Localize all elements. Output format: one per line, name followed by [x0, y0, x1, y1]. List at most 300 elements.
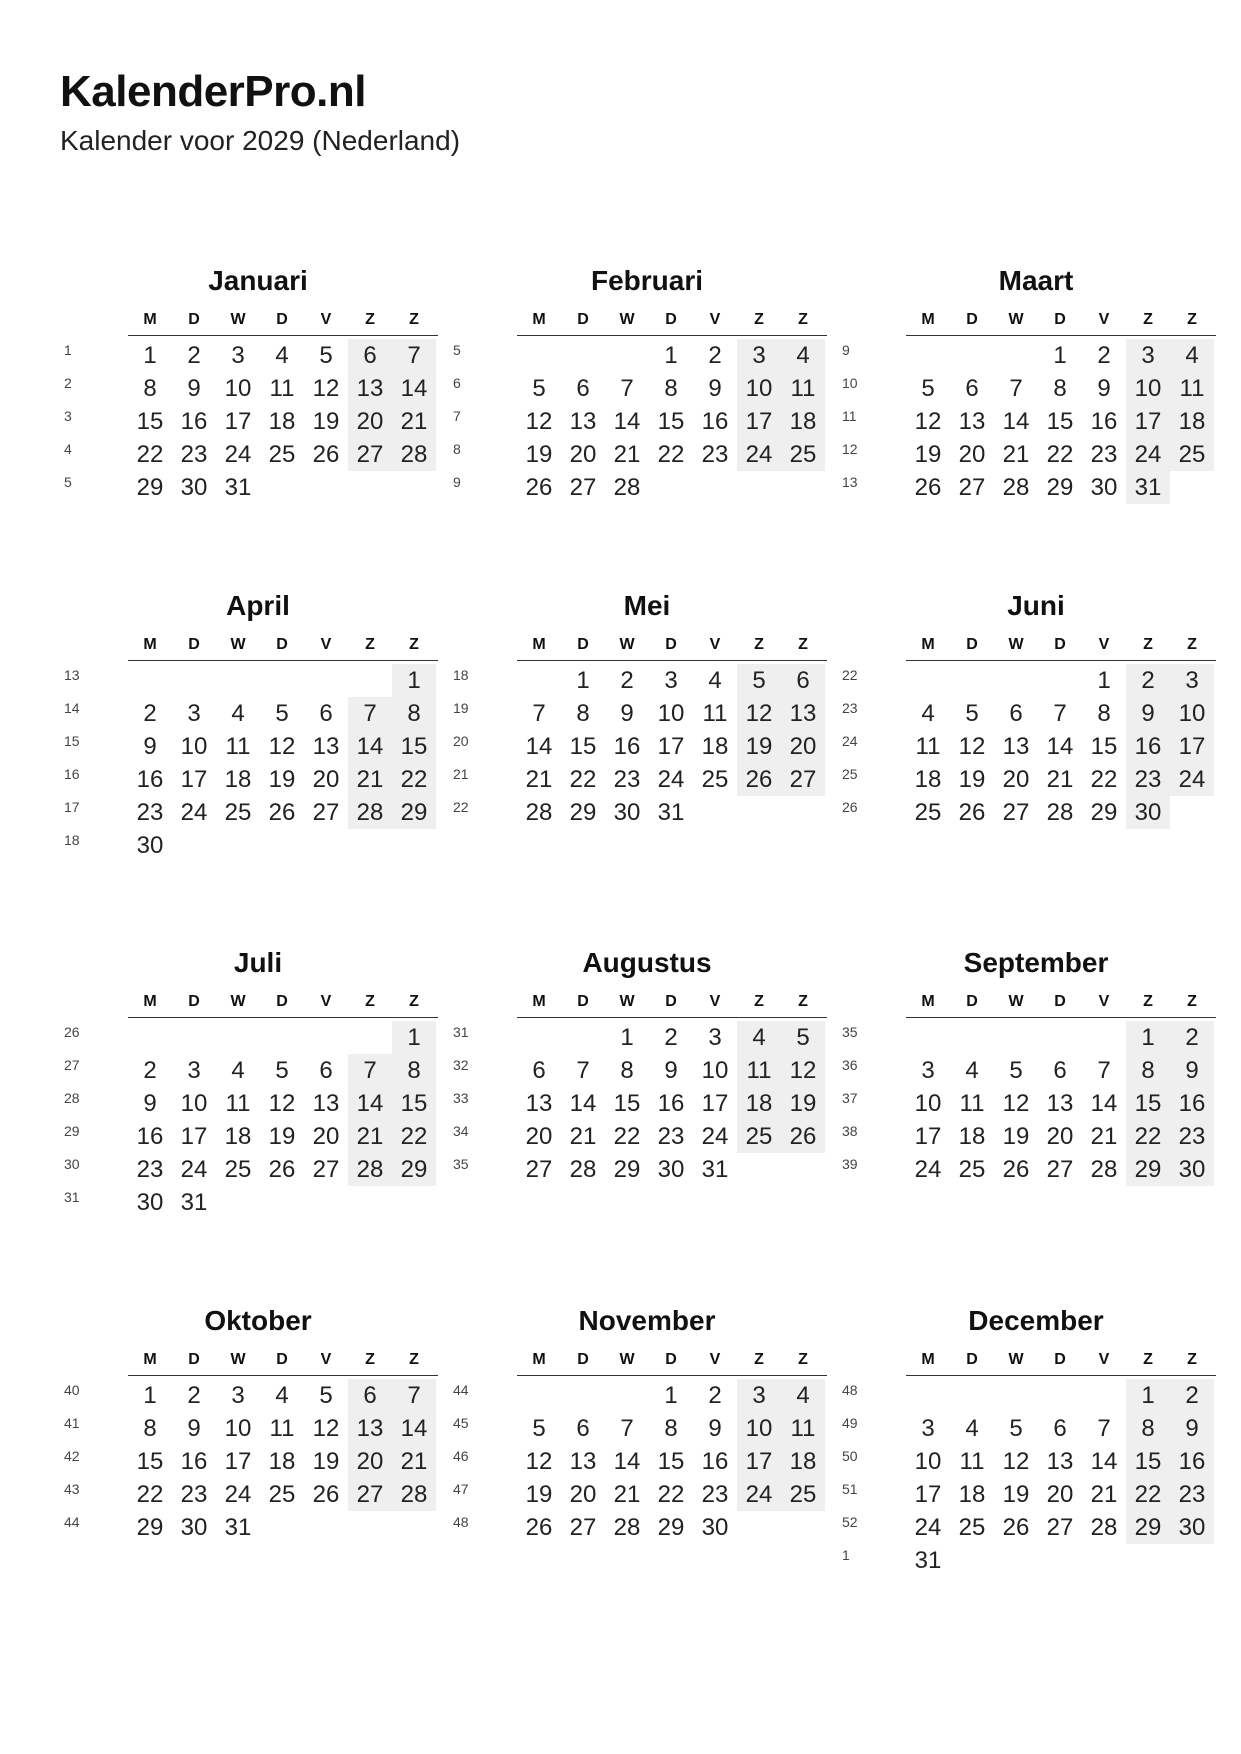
weekday-header: M — [143, 993, 157, 1010]
day-cell: 14 — [613, 408, 641, 435]
day-cell: 11 — [959, 1448, 985, 1475]
day-cell: 27 — [525, 1156, 553, 1183]
day-cell: 22 — [569, 766, 597, 793]
day-cell: 22 — [613, 1123, 641, 1150]
day-cell: 30 — [701, 1514, 729, 1541]
day-cell: 10 — [224, 1415, 252, 1442]
day-cell: 26 — [1002, 1156, 1030, 1183]
header-divider — [128, 1375, 438, 1376]
day-cell: 29 — [657, 1514, 685, 1541]
weekday-header: Z — [1143, 993, 1153, 1010]
day-cell: 18 — [224, 766, 252, 793]
day-cell: 25 — [224, 1156, 252, 1183]
day-cell: 5 — [275, 1057, 289, 1084]
day-cell: 27 — [312, 1156, 340, 1183]
day-cell: 6 — [576, 1415, 590, 1442]
weekend-day-cell: 15 — [392, 1087, 436, 1120]
weekend-day-cell: 20 — [781, 730, 825, 763]
day-cell: 4 — [231, 700, 245, 727]
weekday-header: W — [230, 636, 246, 653]
day-cell: 23 — [701, 1481, 729, 1508]
day-cell: 27 — [1046, 1156, 1074, 1183]
day-cell: 16 — [136, 766, 164, 793]
day-cell: 9 — [664, 1057, 678, 1084]
day-cell: 24 — [224, 1481, 252, 1508]
month-februari — [449, 265, 817, 567]
day-cell: 13 — [1046, 1090, 1074, 1117]
day-cell: 22 — [657, 1481, 685, 1508]
week-number: 21 — [453, 766, 469, 782]
weekend-day-cell: 11 — [781, 1412, 825, 1445]
week-number: 27 — [64, 1057, 80, 1073]
week-number: 6 — [453, 375, 461, 391]
weekend-day-cell: 11 — [781, 372, 825, 405]
weekday-header: W — [1008, 636, 1024, 653]
day-cell: 12 — [525, 408, 553, 435]
day-cell: 27 — [312, 799, 340, 826]
weekday-header: Z — [1187, 993, 1197, 1010]
day-cell: 12 — [312, 1415, 340, 1442]
day-cell: 27 — [958, 474, 986, 501]
weekday-header: M — [532, 1351, 546, 1368]
weekday-header: V — [1098, 636, 1110, 653]
day-cell: 26 — [268, 1156, 296, 1183]
weekend-day-cell: 24 — [737, 1478, 781, 1511]
weekday-header: M — [921, 1351, 935, 1368]
day-cell: 26 — [525, 1514, 553, 1541]
weekday-header: Z — [754, 311, 764, 328]
weekend-day-cell: 3 — [1126, 339, 1170, 372]
day-cell: 16 — [136, 1123, 164, 1150]
month-mei — [449, 590, 817, 892]
day-cell: 16 — [657, 1090, 685, 1117]
week-number: 40 — [64, 1382, 80, 1398]
header-divider — [128, 335, 438, 336]
day-cell: 27 — [1046, 1514, 1074, 1541]
day-cell: 6 — [576, 375, 590, 402]
weekday-header: D — [966, 1351, 978, 1368]
week-number: 16 — [64, 766, 80, 782]
week-number: 20 — [453, 733, 469, 749]
day-cell: 21 — [1090, 1481, 1118, 1508]
month-title: April — [226, 590, 290, 621]
weekday-header: V — [320, 311, 332, 328]
page-subtitle: Kalender voor 2029 (Nederland) — [60, 125, 461, 156]
weekend-day-cell: 30 — [1170, 1511, 1214, 1544]
weekend-day-cell: 16 — [1170, 1087, 1214, 1120]
day-cell: 11 — [959, 1090, 985, 1117]
day-cell: 27 — [569, 474, 597, 501]
weekday-header: M — [921, 993, 935, 1010]
weekday-header: Z — [798, 311, 808, 328]
day-cell: 7 — [1053, 700, 1067, 727]
week-number: 24 — [842, 733, 858, 749]
week-number: 30 — [64, 1156, 80, 1172]
week-number: 19 — [453, 700, 469, 716]
day-cell: 27 — [569, 1514, 597, 1541]
day-cell: 21 — [1046, 766, 1074, 793]
weekday-header: M — [532, 993, 546, 1010]
week-number: 22 — [453, 799, 469, 815]
weekend-day-cell: 10 — [1126, 372, 1170, 405]
month-juli — [60, 947, 428, 1249]
day-cell: 8 — [1097, 700, 1111, 727]
day-cell: 3 — [187, 700, 201, 727]
week-number: 44 — [64, 1514, 80, 1530]
week-number: 49 — [842, 1415, 858, 1431]
day-cell: 30 — [180, 474, 208, 501]
week-number: 1 — [842, 1547, 850, 1563]
day-cell: 6 — [965, 375, 979, 402]
weekday-header: V — [320, 993, 332, 1010]
week-number: 3 — [64, 408, 72, 424]
weekday-header: V — [320, 636, 332, 653]
day-cell: 29 — [613, 1156, 641, 1183]
month-title: November — [578, 1305, 716, 1336]
weekday-header: W — [1008, 311, 1024, 328]
day-cell: 3 — [187, 1057, 201, 1084]
weekend-day-cell: 17 — [737, 1445, 781, 1478]
day-cell: 8 — [1053, 375, 1067, 402]
day-cell: 26 — [312, 441, 340, 468]
day-cell: 28 — [613, 1514, 641, 1541]
week-number: 14 — [64, 700, 80, 716]
month-november — [449, 1305, 817, 1607]
weekday-header: W — [230, 311, 246, 328]
day-cell: 25 — [268, 441, 296, 468]
day-cell: 28 — [1046, 799, 1074, 826]
weekend-day-cell: 13 — [348, 372, 392, 405]
day-cell: 10 — [914, 1090, 942, 1117]
day-cell: 23 — [180, 441, 208, 468]
day-cell: 19 — [1002, 1123, 1030, 1150]
weekday-header: Z — [798, 636, 808, 653]
day-cell: 13 — [569, 408, 597, 435]
weekday-header: D — [1054, 993, 1066, 1010]
day-cell: 11 — [269, 375, 295, 402]
weekend-day-cell: 1 — [392, 664, 436, 697]
week-number: 9 — [842, 342, 850, 358]
day-cell: 22 — [657, 441, 685, 468]
day-cell: 5 — [1009, 1415, 1023, 1442]
header-divider — [517, 1017, 827, 1018]
weekend-day-cell: 24 — [1126, 438, 1170, 471]
day-cell: 20 — [1046, 1481, 1074, 1508]
month-title: December — [968, 1305, 1104, 1336]
weekend-day-cell: 28 — [348, 1153, 392, 1186]
day-cell: 10 — [180, 733, 208, 760]
weekend-day-cell: 23 — [1170, 1120, 1214, 1153]
day-cell: 11 — [702, 700, 728, 727]
weekday-header: W — [619, 993, 635, 1010]
day-cell: 18 — [914, 766, 942, 793]
header-divider — [517, 1375, 827, 1376]
day-cell: 24 — [914, 1156, 942, 1183]
day-cell: 22 — [1090, 766, 1118, 793]
day-cell: 4 — [275, 1382, 289, 1409]
day-cell: 24 — [914, 1514, 942, 1541]
weekday-header: W — [1008, 1351, 1024, 1368]
day-cell: 30 — [180, 1514, 208, 1541]
day-cell: 25 — [701, 766, 729, 793]
day-cell: 15 — [613, 1090, 641, 1117]
header-divider — [906, 335, 1216, 336]
week-number: 1 — [64, 342, 72, 358]
day-cell: 23 — [657, 1123, 685, 1150]
day-cell: 2 — [708, 342, 722, 369]
day-cell: 25 — [268, 1481, 296, 1508]
day-cell: 12 — [1002, 1448, 1030, 1475]
weekend-day-cell: 22 — [392, 763, 436, 796]
day-cell: 18 — [701, 733, 729, 760]
day-cell: 19 — [268, 766, 296, 793]
week-number: 42 — [64, 1448, 80, 1464]
weekend-day-cell: 7 — [392, 339, 436, 372]
month-title: Mei — [623, 590, 671, 621]
day-cell: 17 — [657, 733, 685, 760]
week-number: 32 — [453, 1057, 469, 1073]
day-cell: 3 — [708, 1024, 722, 1051]
day-cell: 9 — [187, 375, 201, 402]
day-cell: 2 — [664, 1024, 678, 1051]
weekend-day-cell: 28 — [392, 438, 436, 471]
day-cell: 31 — [224, 1514, 252, 1541]
day-cell: 23 — [136, 1156, 164, 1183]
day-cell: 28 — [1090, 1514, 1118, 1541]
day-cell: 26 — [268, 799, 296, 826]
day-cell: 19 — [958, 766, 986, 793]
day-cell: 29 — [569, 799, 597, 826]
day-cell: 17 — [224, 1448, 252, 1475]
day-cell: 6 — [1053, 1057, 1067, 1084]
day-cell: 13 — [1046, 1448, 1074, 1475]
weekday-header: D — [665, 1351, 677, 1368]
weekend-day-cell: 19 — [737, 730, 781, 763]
day-cell: 26 — [312, 1481, 340, 1508]
day-cell: 20 — [569, 1481, 597, 1508]
day-cell: 30 — [613, 799, 641, 826]
header-divider — [128, 1017, 438, 1018]
day-cell: 27 — [1002, 799, 1030, 826]
weekday-header: Z — [798, 993, 808, 1010]
weekend-day-cell: 8 — [392, 697, 436, 730]
week-number: 13 — [842, 474, 858, 490]
weekend-day-cell: 18 — [1170, 405, 1214, 438]
day-cell: 21 — [569, 1123, 597, 1150]
weekday-header: W — [619, 311, 635, 328]
day-cell: 19 — [268, 1123, 296, 1150]
weekend-day-cell: 4 — [781, 1379, 825, 1412]
weekend-day-cell: 18 — [781, 405, 825, 438]
weekend-day-cell: 29 — [392, 796, 436, 829]
day-cell: 12 — [312, 375, 340, 402]
day-cell: 22 — [136, 441, 164, 468]
weekday-header: D — [665, 636, 677, 653]
week-number: 22 — [842, 667, 858, 683]
day-cell: 28 — [1002, 474, 1030, 501]
weekday-header: M — [532, 636, 546, 653]
day-cell: 28 — [569, 1156, 597, 1183]
month-title: Oktober — [204, 1305, 312, 1336]
weekday-header: Z — [365, 311, 375, 328]
day-cell: 6 — [1053, 1415, 1067, 1442]
week-number: 8 — [453, 441, 461, 457]
weekend-day-cell: 23 — [1126, 763, 1170, 796]
weekday-header: V — [709, 993, 721, 1010]
week-number: 51 — [842, 1481, 858, 1497]
weekend-day-cell: 10 — [737, 1412, 781, 1445]
day-cell: 4 — [965, 1415, 979, 1442]
day-cell: 2 — [187, 1382, 201, 1409]
day-cell: 2 — [187, 342, 201, 369]
week-number: 17 — [64, 799, 80, 815]
weekend-day-cell: 11 — [737, 1054, 781, 1087]
day-cell: 28 — [1090, 1156, 1118, 1183]
weekday-header: Z — [754, 1351, 764, 1368]
weekend-day-cell: 9 — [1170, 1054, 1214, 1087]
weekday-header: Z — [365, 993, 375, 1010]
week-number: 37 — [842, 1090, 858, 1106]
day-cell: 31 — [914, 1547, 942, 1574]
weekday-header: V — [1098, 311, 1110, 328]
day-cell: 24 — [224, 441, 252, 468]
day-cell: 13 — [1002, 733, 1030, 760]
weekend-day-cell: 8 — [1126, 1412, 1170, 1445]
day-cell: 25 — [914, 799, 942, 826]
day-cell: 26 — [525, 474, 553, 501]
day-cell: 21 — [1002, 441, 1030, 468]
day-cell: 20 — [1046, 1123, 1074, 1150]
week-number: 5 — [453, 342, 461, 358]
weekend-day-cell: 4 — [781, 339, 825, 372]
day-cell: 5 — [921, 375, 935, 402]
day-cell: 5 — [965, 700, 979, 727]
day-cell: 21 — [525, 766, 553, 793]
day-cell: 29 — [136, 474, 164, 501]
weekend-day-cell: 26 — [737, 763, 781, 796]
day-cell: 21 — [613, 441, 641, 468]
week-number: 50 — [842, 1448, 858, 1464]
day-cell: 2 — [143, 1057, 157, 1084]
weekend-day-cell: 28 — [348, 796, 392, 829]
weekday-header: M — [143, 311, 157, 328]
weekend-day-cell: 24 — [1170, 763, 1214, 796]
day-cell: 9 — [187, 1415, 201, 1442]
weekend-day-cell: 17 — [737, 405, 781, 438]
day-cell: 18 — [224, 1123, 252, 1150]
weekday-header: Z — [409, 1351, 419, 1368]
day-cell: 21 — [613, 1481, 641, 1508]
weekday-header: Z — [1143, 311, 1153, 328]
day-cell: 4 — [275, 342, 289, 369]
day-cell: 13 — [312, 1090, 340, 1117]
weekday-header: D — [1054, 636, 1066, 653]
day-cell: 3 — [921, 1415, 935, 1442]
weekend-day-cell: 25 — [1170, 438, 1214, 471]
day-cell: 10 — [914, 1448, 942, 1475]
day-cell: 7 — [620, 1415, 634, 1442]
weekend-day-cell: 14 — [392, 1412, 436, 1445]
day-cell: 5 — [1009, 1057, 1023, 1084]
week-number: 11 — [842, 408, 857, 424]
day-cell: 14 — [1090, 1090, 1118, 1117]
day-cell: 23 — [180, 1481, 208, 1508]
weekend-day-cell: 14 — [348, 1087, 392, 1120]
day-cell: 20 — [312, 766, 340, 793]
header-divider — [906, 660, 1216, 661]
day-cell: 16 — [180, 1448, 208, 1475]
header-divider — [128, 660, 438, 661]
day-cell: 22 — [1046, 441, 1074, 468]
weekday-header: M — [921, 636, 935, 653]
day-cell: 16 — [1090, 408, 1118, 435]
day-cell: 3 — [664, 667, 678, 694]
weekday-header: D — [1054, 1351, 1066, 1368]
weekend-day-cell: 8 — [392, 1054, 436, 1087]
day-cell: 4 — [965, 1057, 979, 1084]
day-cell: 1 — [143, 342, 157, 369]
day-cell: 26 — [958, 799, 986, 826]
header-divider — [906, 1375, 1216, 1376]
day-cell: 30 — [136, 1189, 164, 1216]
weekend-day-cell: 25 — [781, 1478, 825, 1511]
week-number: 26 — [64, 1024, 80, 1040]
weekend-day-cell: 3 — [1170, 664, 1214, 697]
weekday-header: D — [188, 311, 200, 328]
week-number: 10 — [842, 375, 858, 391]
day-cell: 8 — [620, 1057, 634, 1084]
day-cell: 1 — [664, 1382, 678, 1409]
weekend-day-cell: 18 — [737, 1087, 781, 1120]
weekend-day-cell: 20 — [348, 405, 392, 438]
day-cell: 15 — [136, 1448, 164, 1475]
day-cell: 26 — [1002, 1514, 1030, 1541]
month-december — [838, 1305, 1206, 1607]
week-number: 45 — [453, 1415, 469, 1431]
weekend-day-cell: 4 — [737, 1021, 781, 1054]
weekday-header: Z — [1187, 636, 1197, 653]
weekday-header: D — [577, 1351, 589, 1368]
header-divider — [517, 335, 827, 336]
week-number: 9 — [453, 474, 461, 490]
week-number: 35 — [453, 1156, 469, 1172]
day-cell: 2 — [620, 667, 634, 694]
day-cell: 16 — [180, 408, 208, 435]
weekday-header: Z — [754, 993, 764, 1010]
weekend-day-cell: 6 — [348, 1379, 392, 1412]
month-april — [60, 590, 428, 892]
weekend-day-cell: 28 — [392, 1478, 436, 1511]
weekend-day-cell: 27 — [348, 1478, 392, 1511]
weekday-header: D — [577, 993, 589, 1010]
day-cell: 31 — [224, 474, 252, 501]
day-cell: 19 — [525, 441, 553, 468]
day-cell: 2 — [1097, 342, 1111, 369]
weekend-day-cell: 25 — [781, 438, 825, 471]
weekday-header: Z — [798, 1351, 808, 1368]
day-cell: 17 — [224, 408, 252, 435]
day-cell: 8 — [143, 1415, 157, 1442]
month-title: Augustus — [582, 947, 712, 978]
day-cell: 5 — [319, 342, 333, 369]
weekend-day-cell: 5 — [737, 664, 781, 697]
day-cell: 15 — [657, 1448, 685, 1475]
weekday-header: D — [577, 636, 589, 653]
day-cell: 20 — [525, 1123, 553, 1150]
day-cell: 5 — [275, 700, 289, 727]
weekend-day-cell: 13 — [781, 697, 825, 730]
day-cell: 18 — [268, 1448, 296, 1475]
